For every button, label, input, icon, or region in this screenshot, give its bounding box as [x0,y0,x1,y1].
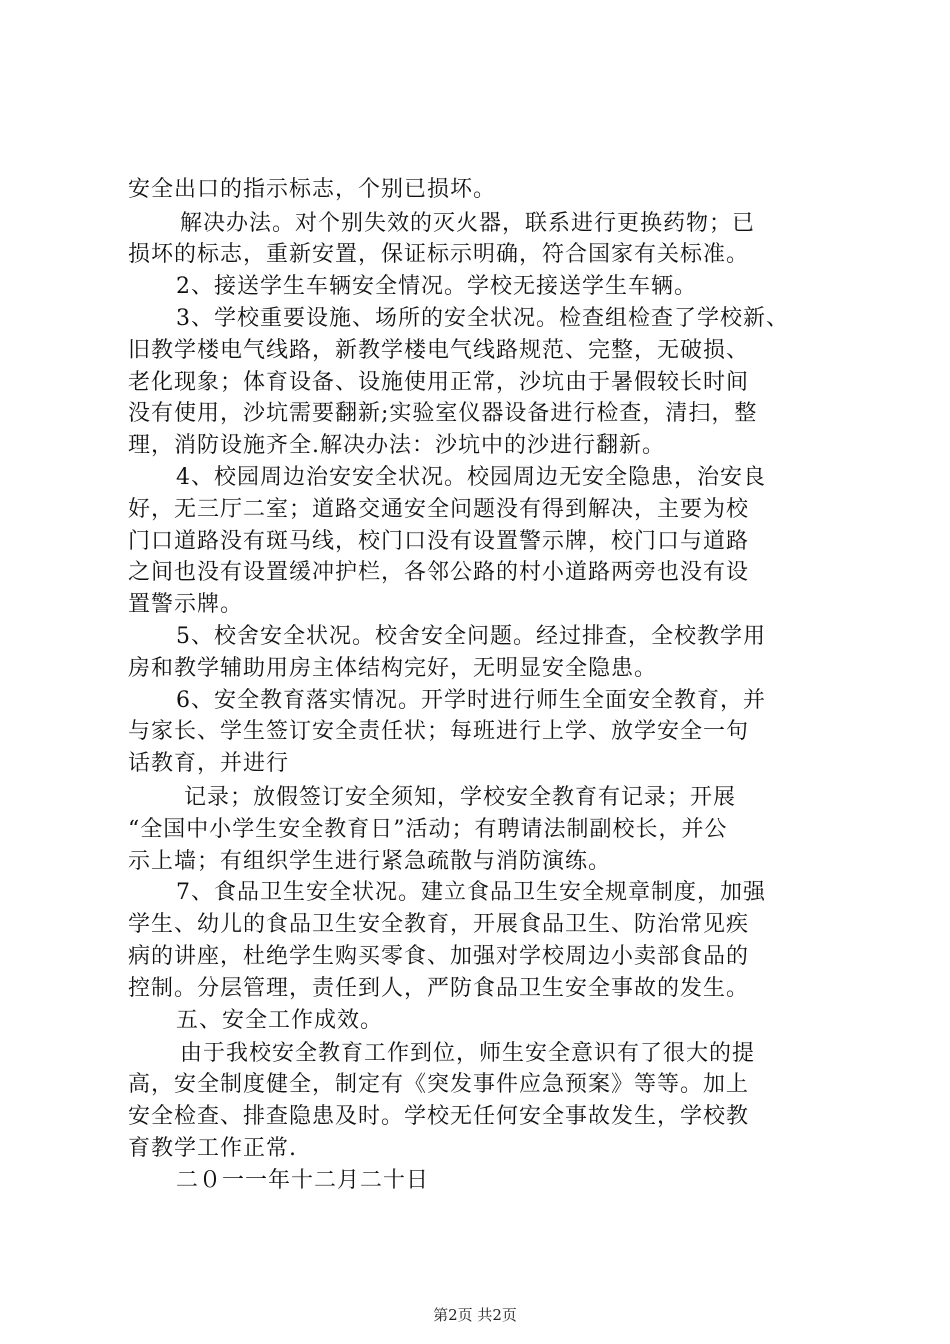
text-line: 4、校园周边治安安全状况。校园周边无安全隐患，治安良 [176,465,766,490]
text-line: 记录；放假签订安全须知，学校安全教育有记录；开展 [184,785,737,810]
text-line: 3、学校重要设施、场所的安全状况。检查组检查了学校新、 [176,306,789,331]
text-line: 没有使用，沙坑需要翻新;实验室仪器设备进行检查，清扫，整 [128,401,758,426]
text-line: 门口道路没有斑马线，校门口没有设置警示牌，校门口与道路 [128,529,750,554]
text-line: 7、食品卫生安全状况。建立食品卫生安全规章制度，加强 [176,880,766,905]
text-line: 好，无三厅二室；道路交通安全问题没有得到解决，主要为校 [128,497,750,522]
text-line: 示上墙；有组织学生进行紧急疏散与消防演练。 [128,849,612,874]
text-line: 解决办法。对个别失效的灭火器，联系进行更换药物；已 [180,211,756,236]
text-line: 与家长、学生签订安全责任状；每班进行上学、放学安全一句 [128,719,750,744]
text-line: 安全出口的指示标志，个别已损坏。 [128,177,497,202]
text-line: 2、接送学生车辆安全情况。学校无接送学生车辆。 [176,274,697,299]
text-line: 5、校舍安全状况。校舍安全问题。经过排查，全校教学用 [176,624,766,649]
text-line: 学生、幼儿的食品卫生安全教育，开展食品卫生、防治常见疾 [128,912,750,937]
text-line: 房和教学辅助用房主体结构完好，无明显安全隐患。 [128,656,658,681]
section-heading: 五、安全工作成效。 [176,1008,384,1033]
text-line: 老化现象；体育设备、设施使用正常，沙坑由于暑假较长时间 [128,370,750,395]
text-line: 置警示牌。 [128,592,244,617]
text-line: 由于我校安全教育工作到位，师生安全意识有了很大的提 [180,1041,756,1066]
text-line: 控制。分层管理，责任到人，严防食品卫生安全事故的发生。 [128,976,750,1001]
text-line: 理，消防设施齐全.解决办法：沙坑中的沙进行翻新。 [128,433,665,458]
text-line: 之间也没有设置缓冲护栏，各邻公路的村小道路两旁也没有设 [128,560,750,585]
text-line: 损坏的标志，重新安置，保证标示明确，符合国家有关标准。 [128,242,750,267]
text-line: 旧教学楼电气线路，新教学楼电气线路规范、完整，无破损、 [128,338,750,363]
date-line: 二０一一年十二月二十日 [176,1168,430,1193]
text-line: 6、安全教育落实情况。开学时进行师生全面安全教育，并 [176,688,766,713]
text-line: 病的讲座，杜绝学生购买零食、加强对学校周边小卖部食品的 [128,944,750,969]
page-number-footer: 第2页 共2页 [433,1306,517,1324]
text-line: 育教学工作正常. [128,1136,297,1161]
text-line: 安全检查、排查隐患及时。学校无任何安全事故发生，学校教 [128,1104,750,1129]
text-line: 高，安全制度健全，制定有《突发事件应急预案》等等。加上 [128,1072,750,1097]
text-line: 话教育，并进行 [128,751,290,776]
text-line: “全国中小学生安全教育日”活动；有聘请法制副校长，并公 [128,817,728,842]
